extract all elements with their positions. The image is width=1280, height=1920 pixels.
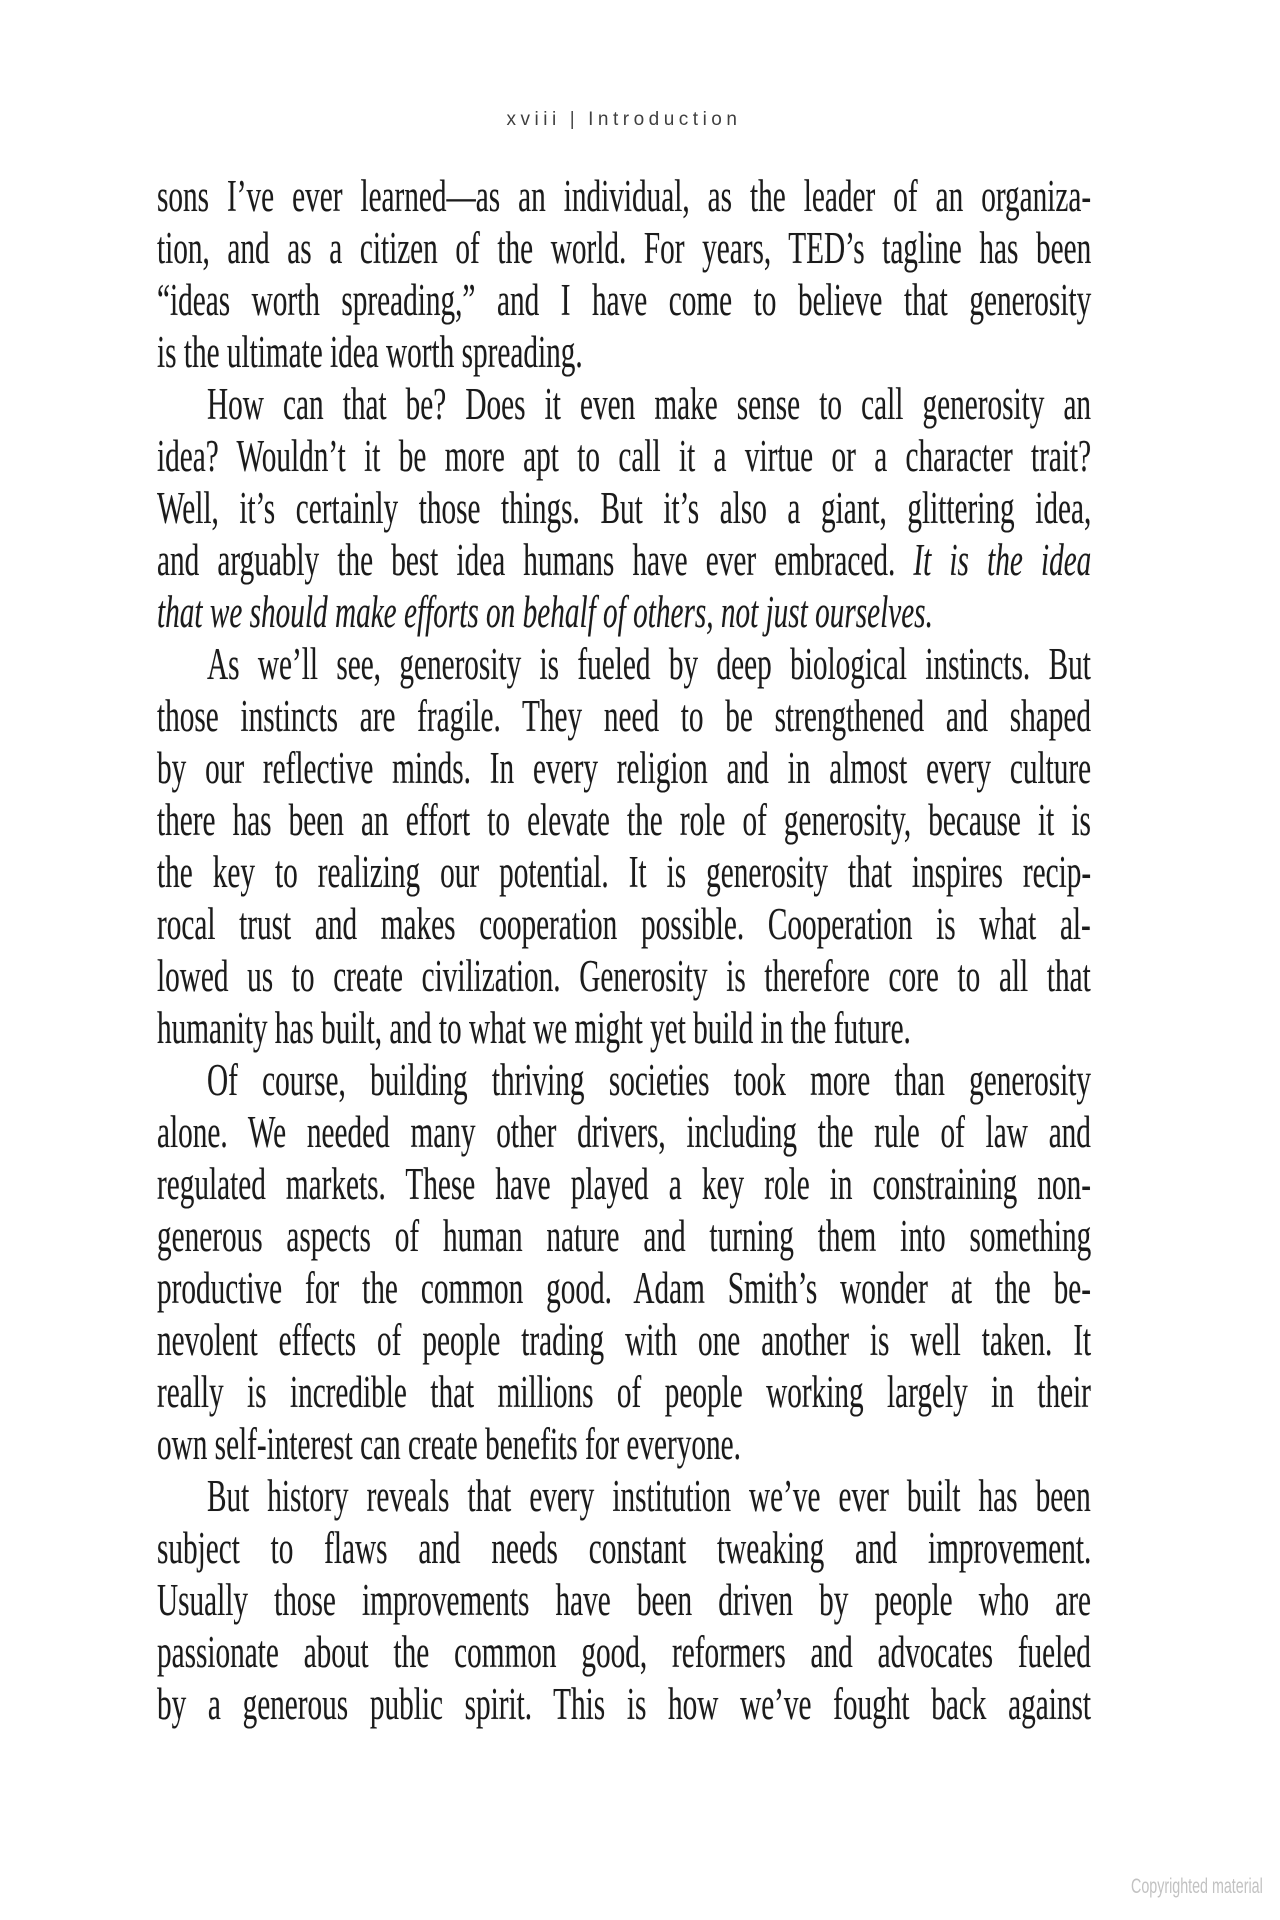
text-line-content: is the ultimate idea worth spreading. <box>157 327 583 377</box>
text-line-content: subject to flaws and needs constant tweaking and improvement. <box>157 1523 1092 1573</box>
text-line-content: there has been an effort to elevate the role of generosity, because it is <box>157 795 1091 845</box>
text-line-content: the key to realizing our potential. It is generosity that inspires recip- <box>157 847 1092 897</box>
text-line-content: that we should make efforts on behalf of others, not just ourselves. <box>157 587 933 637</box>
text-line-content: Usually those improvements have been driven by people who are <box>157 1575 1091 1625</box>
text-line <box>157 1002 1091 1054</box>
text-line-content: Of course, building thriving societies took more than generosity <box>207 1055 1092 1105</box>
text-line-content: sons I’ve ever learned—as an individual, as the leader of an organiza- <box>157 171 1092 221</box>
text-line <box>157 170 1091 222</box>
text-line-content: rocal trust and makes cooperation possible. Cooperation is what al- <box>157 899 1091 949</box>
text-line-content: by a generous public spirit. This is how we’ve fought back against <box>157 1679 1091 1729</box>
text-line <box>157 1262 1091 1314</box>
text-line <box>157 1366 1091 1418</box>
text-line-content: lowed us to create civilization. Generosity is therefore core to all that <box>157 951 1091 1001</box>
text-line-content: and arguably the best idea humans have ever embraced. It is the idea <box>157 535 1092 585</box>
text-line-content: nevolent effects of people trading with one another is well taken. It <box>157 1315 1092 1365</box>
text-line <box>157 378 1091 430</box>
text-line <box>157 846 1091 898</box>
text-line-content: passionate about the common good, reformers and advocates fueled <box>157 1627 1091 1677</box>
text-line-content: own self-interest can create benefits for everyone. <box>157 1419 741 1469</box>
text-line-content: productive for the common good. Adam Smith’s wonder at the be- <box>157 1263 1092 1313</box>
text-line-content: Well, it’s certainly those things. But it’s also a giant, glittering idea, <box>157 483 1092 533</box>
text-line <box>157 1054 1091 1106</box>
text-line <box>157 430 1091 482</box>
header-divider: | <box>569 109 580 130</box>
page-header <box>157 106 1091 134</box>
text-line <box>157 742 1091 794</box>
page-number: xviii <box>506 109 561 130</box>
text-line <box>157 950 1091 1002</box>
text-line <box>157 1210 1091 1262</box>
text-line-content: by our reflective minds. In every religion and in almost every culture <box>157 743 1092 793</box>
text-line-content: How can that be? Does it even make sense to call generosity an <box>207 379 1092 429</box>
text-line <box>157 222 1091 274</box>
copyright-watermark: Copyrighted material <box>1131 1875 1263 1898</box>
text-line <box>157 1418 1091 1470</box>
text-line <box>157 1158 1091 1210</box>
text-line <box>157 690 1091 742</box>
text-line <box>157 898 1091 950</box>
text-line <box>157 482 1091 534</box>
text-line <box>157 1626 1091 1678</box>
text-line <box>157 1314 1091 1366</box>
text-line-content: humanity has built, and to what we might yet build in the future. <box>157 1003 911 1053</box>
text-line-content: “ideas worth spreading,” and I have come to believe that generosity <box>157 275 1092 325</box>
text-line-content: idea? Wouldn’t it be more apt to call it a virtue or a character trait? <box>157 431 1092 481</box>
text-line-content: tion, and as a citizen of the world. For years, TED’s tagline has been <box>157 223 1092 273</box>
text-line <box>157 1678 1091 1730</box>
text-line <box>157 534 1091 586</box>
text-line <box>157 638 1091 690</box>
text-line-content: But history reveals that every institution we’ve ever built has been <box>207 1471 1091 1521</box>
text-line <box>157 586 1091 638</box>
text-line <box>157 1574 1091 1626</box>
body-text <box>157 170 1091 1730</box>
text-line-content: generous aspects of human nature and turning them into something <box>157 1211 1092 1261</box>
text-line-content: those instincts are fragile. They need to be strengthened and shaped <box>157 691 1092 741</box>
text-line <box>157 1470 1091 1522</box>
chapter-title: Introduction <box>588 109 742 130</box>
text-line-content: As we’ll see, generosity is fueled by deep biological instincts. But <box>207 639 1091 689</box>
text-line <box>157 1106 1091 1158</box>
text-line-content: alone. We needed many other drivers, including the rule of law and <box>157 1107 1091 1157</box>
text-line <box>157 326 1091 378</box>
text-line <box>157 794 1091 846</box>
text-line <box>157 1522 1091 1574</box>
text-line <box>157 274 1091 326</box>
text-line-content: really is incredible that millions of people working largely in their <box>157 1367 1091 1417</box>
text-line-content: regulated markets. These have played a key role in constraining non- <box>157 1159 1091 1209</box>
